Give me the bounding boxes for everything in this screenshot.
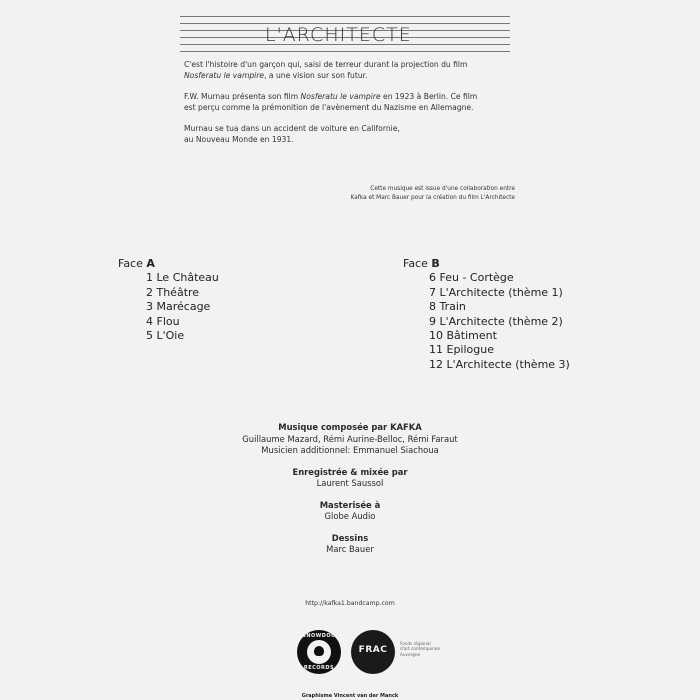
intro-p2-line2: est perçu comme la prémonition de l'avènement du Nazisme en Allemagne. bbox=[184, 103, 474, 112]
track-item: 5 L'Oie bbox=[146, 329, 185, 343]
frac-line: Auvergne bbox=[400, 651, 421, 657]
intro-p2-before: F.W. Murnau présenta son film bbox=[184, 92, 301, 101]
intro-paragraph-3 bbox=[184, 123, 544, 145]
intro-p1-line2: , a une vision sur son futur. bbox=[264, 71, 368, 80]
intro-p3-line1: Murnau se tua dans un accident de voiture en Californie, bbox=[184, 124, 400, 133]
face-b-heading bbox=[403, 257, 570, 271]
track-item: 7 L'Architecte (thème 1) bbox=[429, 285, 563, 299]
credit-heading: Masterisée à bbox=[319, 499, 381, 510]
graphic-design-credit: Graphisme Vincent van der Manck bbox=[301, 693, 399, 699]
skull-icon bbox=[314, 646, 324, 656]
credits bbox=[200, 422, 500, 566]
intro-text bbox=[184, 59, 544, 155]
collab-line-2: Kafka et Marc Bauer pour la création du film L'Architecte bbox=[350, 195, 515, 201]
face-label: Face bbox=[118, 257, 147, 270]
credit-drawings bbox=[200, 533, 500, 556]
credit-heading: Enregistrée & mixée par bbox=[292, 466, 408, 477]
intro-p3-line2: au Nouveau Monde en 1931. bbox=[184, 135, 294, 144]
face-a bbox=[118, 257, 219, 343]
credit-value: Musicien additionnel: Emmanuel Siachoua bbox=[261, 445, 439, 455]
title-block bbox=[180, 14, 510, 54]
collab-line-1: Cette musique est issue d'une collaboration entre bbox=[370, 186, 515, 192]
intro-p2-after: en 1923 à Berlin. Ce film bbox=[380, 92, 478, 101]
face-letter: A bbox=[146, 257, 155, 270]
intro-p1-italic: Nosferatu le vampire bbox=[184, 71, 265, 80]
page-title: L'ARCHITECTE bbox=[265, 24, 412, 46]
credit-value: Laurent Saussol bbox=[316, 478, 384, 488]
intro-paragraph-1 bbox=[184, 59, 544, 81]
credit-recording bbox=[200, 467, 500, 490]
collaboration-note bbox=[290, 185, 515, 203]
face-letter: B bbox=[431, 257, 440, 270]
frac-line: Fonds régional bbox=[400, 641, 431, 646]
face-b bbox=[403, 257, 570, 372]
intro-paragraph-2 bbox=[184, 91, 544, 113]
track-item: 9 L'Architecte (thème 2) bbox=[429, 314, 563, 328]
frac-description bbox=[400, 641, 460, 657]
track-item: 3 Marécage bbox=[146, 300, 211, 314]
credit-mastering bbox=[200, 500, 500, 523]
intro-p2-italic: Nosferatu le vampire bbox=[300, 92, 381, 101]
intro-p1-line1: C'est l'histoire d'un garçon qui, saisi de terreur durant la projection du film bbox=[184, 60, 468, 69]
face-b-tracklist bbox=[429, 271, 570, 372]
track-item: 8 Train bbox=[429, 300, 466, 314]
track-item: 1 Le Château bbox=[146, 271, 219, 285]
track-item: 6 Feu - Cortège bbox=[429, 271, 514, 285]
frac-line: d'art contemporain bbox=[400, 646, 441, 652]
track-item: 11 Epilogue bbox=[429, 343, 494, 357]
frac-logo-text: FRAC bbox=[358, 645, 388, 655]
frac-logo bbox=[351, 630, 395, 674]
track-item: 10 Bâtiment bbox=[429, 329, 497, 343]
face-a-heading bbox=[118, 257, 219, 271]
logo-text-bottom: RECORDS bbox=[303, 665, 335, 671]
staff-line bbox=[180, 51, 510, 52]
credit-value: Guillaume Mazard, Rémi Aurine-Belloc, Rémi Faraut bbox=[242, 433, 458, 444]
credit-value: Globe Audio bbox=[324, 511, 376, 521]
credit-heading: Dessins bbox=[331, 532, 369, 543]
snowdog-records-logo bbox=[297, 630, 341, 674]
track-item: 12 L'Architecte (thème 3) bbox=[429, 357, 570, 371]
staff-line bbox=[180, 16, 510, 17]
track-item: 2 Théâtre bbox=[146, 285, 200, 299]
credit-heading: Musique composée par KAFKA bbox=[278, 422, 422, 432]
face-a-tracklist bbox=[146, 271, 219, 343]
face-label: Face bbox=[403, 257, 432, 270]
credit-value: Marc Bauer bbox=[326, 544, 374, 554]
logo-text-top: SNOWDOG bbox=[302, 633, 336, 639]
credit-music bbox=[200, 422, 500, 457]
bandcamp-link[interactable]: http://kafka1.bandcamp.com bbox=[305, 600, 395, 607]
track-item: 4 Flou bbox=[146, 314, 180, 328]
